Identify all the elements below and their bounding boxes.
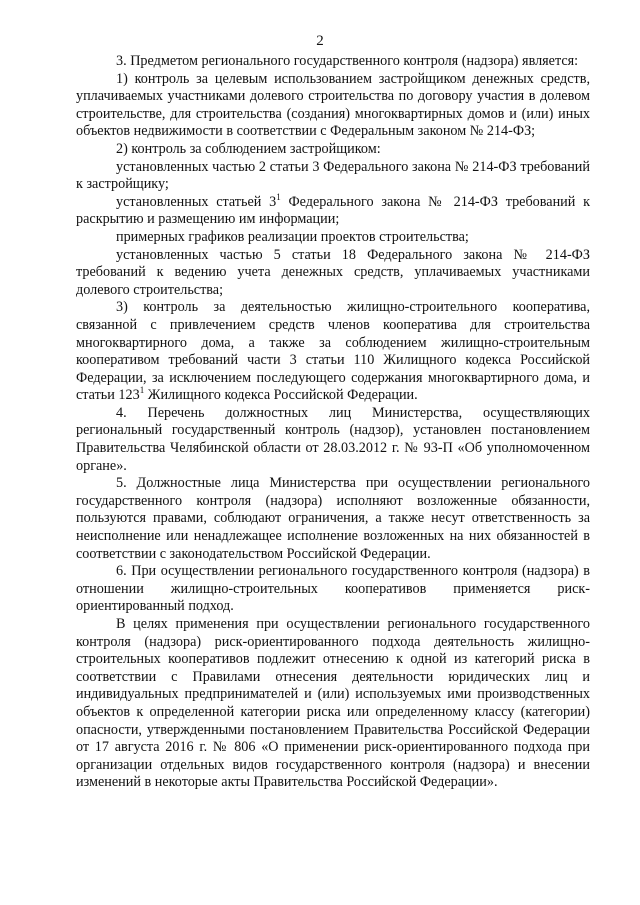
text-segment: Федерального закона № 214-ФЗ требований к раскрытию и размещению им информации;	[76, 193, 590, 228]
superscript: 1	[276, 191, 281, 202]
paragraph-3-item-2-d: установленных частью 5 статьи 18 Федерального закона № 214-ФЗ требований к ведению учета денежных средств, уплачиваемых участниками долевого строительства;	[76, 246, 590, 298]
paragraph-3-item-2-b	[76, 191, 590, 229]
paragraph-5: 5. Должностные лица Министерства при осуществлении регионального государственного контроля (надзора) исполняют возложенные обязанности, пользуются правами, соблюдают ограничения, а также несут ответственность за неисполнение или ненадлежащее исполнение возложенных на них обязанностей в соответствии с законодательством Российской Федерации.	[76, 475, 590, 562]
paragraph-3-item-2-a: установленных частью 2 статьи 3 Федерального закона № 214-ФЗ требований к застройщику;	[76, 158, 590, 193]
document-body	[76, 53, 590, 792]
paragraph-3: 3. Предметом регионального государственного контроля (надзора) является:	[116, 53, 579, 69]
paragraph-3-item-2: 2) контроль за соблюдением застройщиком:	[116, 140, 381, 157]
paragraph-3-item-1: 1) контроль за целевым использованием застройщиком денежных средств, уплачиваемых участниками долевого строительства по договору участия в долевом строительстве, для строительства (создания) многоквартирных домов и (или) иных объектов недвижимости в соответствии с Федеральным законом № 214-ФЗ;	[76, 70, 590, 140]
superscript: 1	[139, 385, 145, 396]
text-segment: 3) контроль за деятельностью жилищно-строительного кооператива, связанной с привлечением средств членов кооператива для строительства многоквартирного дома, а также за соблюдением жилищно-строительным кооперативом требований части 3 статьи 110 Жилищного кодекса Российской Федерации, за исключением последующего содержания многоквартирного дома, и статьи 123	[76, 299, 590, 404]
text-segment: установленных статьей 3	[116, 193, 277, 210]
paragraph-6-continued: В целях применения при осуществлении регионального государственного контроля (надзора) риск-ориентированного подхода деятельность жилищно-строительных кооперативов подлежит отнесению к одной из категорий риска в соответствии с Правилами отнесения деятельности юридических лиц и индивидуальных предпринимателей и (или) используемых ими производственных объектов к определенной категории риска или определенному классу (категории) опасности, утвержденными постановлением Правительства Российской Федерации от 17 августа 2016 г. № 806 «О применении риск-ориентированного подхода при организации отдельных видов государственного контроля (надзора) и внесении изменений в некоторые акты Правительства Российской Федерации».	[76, 616, 590, 791]
paragraph-3-item-3	[76, 299, 590, 405]
paragraph-4: 4. Перечень должностных лиц Министерства, осуществляющих региональный государственный контроль (надзор), установлен постановлением Правительства Челябинской области от 28.03.2012 г. № 93-П «Об уполномоченном органе».	[76, 404, 590, 474]
paragraph-3-item-2-c: примерных графиков реализации проектов строительства;	[116, 228, 469, 245]
paragraph-6: 6. При осуществлении регионального государственного контроля (надзора) в отношении жилищно-строительных кооперативов применяется риск-ориентированный подход.	[76, 563, 590, 615]
text-segment: Жилищного кодекса Российской Федерации.	[144, 387, 418, 404]
page-number: 2	[316, 33, 324, 49]
